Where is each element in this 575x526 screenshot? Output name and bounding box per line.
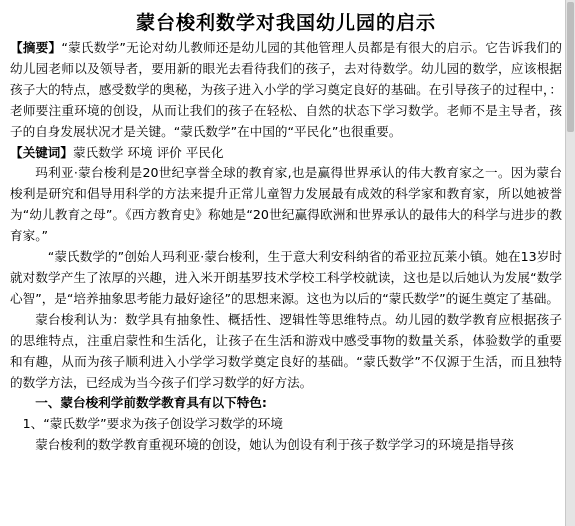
keyword-item: 评价	[156, 144, 182, 160]
keywords-label: 【关键词】	[10, 144, 73, 160]
body-paragraph-4: 蒙台梭利的数学教育重视环境的创设，她认为创设有利于孩子数学学习的环境是指导孩	[35, 437, 514, 453]
keyword-item: 环境	[127, 144, 153, 160]
keyword-item: 蒙氏数学	[72, 144, 124, 160]
section-heading: 一、蒙台梭利学前数学教育具有以下特色:	[35, 395, 267, 411]
keyword-item: 平民化	[185, 144, 224, 160]
abstract-paragraph	[10, 38, 562, 143]
document-title: 蒙台梭利数学对我国幼儿园的启示	[135, 12, 436, 34]
body-paragraph-3: 蒙台梭利认为：数学具有抽象性、概括性、逻辑性等思维特点。幼儿园的数学教育应根据孩子的思维特点，注重启蒙性和生活化，让孩子在生活和游戏中感受事物的数量关系，体验数学的重要和有趣，从而为孩子顺利进入小学学习数学奠定良好的基础。“蒙氏数学”不仅源于生活，而且独特的数学方法，已经成为当今孩子们学习数学的好方法。	[10, 311, 562, 390]
subheading-1: 1、“蒙氏数学”要求为孩子创设学习数学的环境	[22, 416, 283, 432]
abstract-label: 【摘要】	[10, 40, 62, 55]
keywords-paragraph	[10, 143, 562, 164]
document-content	[10, 10, 562, 456]
body-paragraph-1: 玛利亚·蒙台梭利是20世纪享誉全球的教育家,也是赢得世界承认的伟大教育家之一。因为蒙台梭利是研究和倡导用科学的方法来提升正常儿童智力发展最有成效的科学家和教育家，所以她被誉为“幼儿教育之母”。《西方教育史》称她是“20世纪赢得欧洲和世界承认的最伟大的科学与进步的教育家。”	[10, 165, 562, 244]
body-paragraph-2: “蒙氏数学的”创始人玛利亚·蒙台梭利，生于意大利安科纳省的希亚拉瓦莱小镇。她在13岁时就对数学产生了浓厚的兴趣，进入米开朗基罗技术学校工科学校就读，这也是以后她认为发展“数学心智”，是“培养抽象思考能力最好途径”的思想来源。这也为以后的“蒙氏数学”的诞生奠定了基础。	[10, 249, 562, 306]
vertical-scrollbar[interactable]	[565, 0, 575, 526]
scrollbar-thumb[interactable]	[567, 2, 574, 132]
abstract-text: “蒙氏数学”无论对幼儿教师还是幼儿园的其他管理人员都是有很大的启示。它告诉我们的幼儿园老师以及领导者，要用新的眼光去看待我们的孩子，去对待数学。幼儿园的数学，应该根据孩子大的特点，感受数学的奥秘，为孩子进入小学的学习奠定良好的基础。在引导孩子的过程中，：老师要注重环境的创设，从而让我们的孩子在轻松、自然的状态下学习数学。老师不是主导者，孩子的自身发展状况才是关键。“蒙氏数学”在中国的“平民化”也很重要。	[10, 40, 562, 139]
